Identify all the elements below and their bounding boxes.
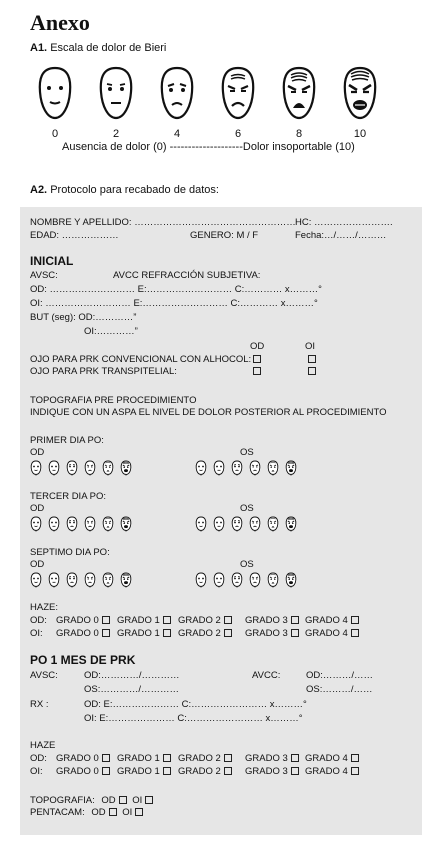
haze-oi-grade-1[interactable]: [117, 628, 174, 639]
day1-os-label: OS: [240, 447, 254, 458]
haze-od-label: OD:: [30, 615, 47, 626]
haze-od-grade-4[interactable]: [305, 615, 362, 626]
haze-oi-grade-3[interactable]: [245, 628, 302, 639]
pain-face-2-icon[interactable]: [231, 460, 243, 476]
pain-face-2-icon[interactable]: [231, 572, 243, 588]
section-a2-text: Protocolo para recabado de datos:: [50, 184, 219, 196]
pain-face-4-icon[interactable]: [267, 516, 279, 532]
grade-checkbox[interactable]: [351, 754, 359, 762]
od-refraction-field[interactable]: OD: ……………………… E:……………………… C:………… x………°: [30, 284, 322, 295]
section-a1-text: Escala de dolor de Bieri: [50, 42, 167, 54]
haze2-oi-grade-2[interactable]: [178, 766, 235, 777]
haze2-oi-label: OI:: [30, 766, 43, 777]
haze-oi-grade-4[interactable]: [305, 628, 362, 639]
bieri-faces-scale: [30, 64, 390, 144]
grade-checkbox[interactable]: [291, 616, 299, 624]
haze-oi-label: OI:: [30, 628, 43, 639]
pain-face-0-icon[interactable]: [195, 572, 207, 588]
rx-od-field[interactable]: OD: E:………………… C:…………………… x………°: [84, 699, 307, 710]
avcc-po1-label: AVCC:: [252, 670, 281, 681]
pain-face-5-icon[interactable]: [120, 516, 132, 532]
grade-checkbox[interactable]: [163, 767, 171, 775]
pain-face-3-icon[interactable]: [249, 572, 261, 588]
day7-label: SEPTIMO DIA PO:: [30, 547, 110, 558]
haze2-od-grade-3[interactable]: [245, 753, 302, 764]
pain-face-4-icon[interactable]: [267, 460, 279, 476]
haze-label: HAZE:: [30, 602, 58, 613]
pain-face-2-icon[interactable]: [66, 516, 78, 532]
haze2-oi-grade-3[interactable]: [245, 766, 302, 777]
haze2-oi-grade-0[interactable]: [56, 766, 113, 777]
bieri-number: 6: [234, 128, 242, 140]
rx-label: RX :: [30, 699, 49, 710]
topography-oi-checkbox[interactable]: [145, 796, 153, 804]
grade-label: GRADO 1: [117, 628, 160, 639]
avsc-po1-label: AVSC:: [30, 670, 58, 681]
prk-transepithelial-oi-checkbox[interactable]: [308, 367, 316, 375]
bieri-number: 2: [112, 128, 120, 140]
grade-label: GRADO 4: [305, 615, 348, 626]
pain-face-5-icon[interactable]: [285, 516, 297, 532]
pain-face-1-icon[interactable]: [213, 516, 225, 532]
column-od-header: OD: [250, 341, 265, 352]
pain-scale-caption: Ausencia de dolor (0) --------------------Dolor insoportable (10): [62, 141, 355, 153]
section-po1-title: PO 1 MES DE PRK: [30, 653, 136, 667]
haze2-od-grade-0[interactable]: [56, 753, 113, 764]
haze2-oi-grade-1[interactable]: [117, 766, 174, 777]
day3-os-label: OS: [240, 503, 254, 514]
topography-od-checkbox[interactable]: [119, 796, 127, 804]
bieri-face-icon: [36, 64, 74, 122]
grade-label: GRADO 2: [178, 628, 221, 639]
haze-od-grade-2[interactable]: [178, 615, 235, 626]
gender-field[interactable]: GENERO: M / F: [190, 230, 259, 241]
pain-face-0-icon[interactable]: [30, 460, 42, 476]
grade-label: GRADO 4: [305, 628, 348, 639]
day3-od-face-row[interactable]: [30, 516, 160, 534]
bieri-number: 0: [51, 128, 59, 140]
grade-label: GRADO 1: [117, 615, 160, 626]
prk-transepithelial-od-checkbox[interactable]: [253, 367, 261, 375]
haze2-oi-grade-4[interactable]: [305, 766, 362, 777]
bieri-face-icon: [158, 64, 196, 122]
day1-os-face-row[interactable]: [195, 460, 325, 478]
pain-face-1-icon[interactable]: [213, 460, 225, 476]
pain-face-1-icon[interactable]: [48, 572, 60, 588]
prk-transepithelial-label: OJO PARA PRK TRANSPITELIAL:: [30, 366, 177, 377]
rx-oi-field[interactable]: OI: E:………………… C:…………………… x………°: [84, 713, 303, 724]
pain-face-3-icon[interactable]: [84, 516, 96, 532]
haze-od-grade-3[interactable]: [245, 615, 302, 626]
grade-checkbox[interactable]: [291, 629, 299, 637]
grade-label: GRADO 3: [245, 766, 288, 777]
grade-label: GRADO 1: [117, 766, 160, 777]
pain-face-0-icon[interactable]: [195, 460, 207, 476]
annex-title: Anexo: [30, 10, 90, 35]
grade-label: GRADO 3: [245, 753, 288, 764]
pain-face-1-icon[interactable]: [213, 572, 225, 588]
avsc-label: AVSC:: [30, 270, 58, 281]
haze-od-grade-0[interactable]: [56, 615, 113, 626]
grade-checkbox[interactable]: [102, 629, 110, 637]
grade-label: GRADO 1: [117, 753, 160, 764]
pain-face-4-icon[interactable]: [102, 572, 114, 588]
grade-checkbox[interactable]: [163, 629, 171, 637]
haze-oi-grade-2[interactable]: [178, 628, 235, 639]
topography-label: TOPOGRAFIA: OD OI: [30, 795, 156, 806]
grade-checkbox[interactable]: [163, 616, 171, 624]
pain-instruction: INDIQUE CON UN ASPA EL NIVEL DE DOLOR POSTERIOR AL PROCEDIMIENTO: [30, 407, 387, 418]
haze2-od-grade-2[interactable]: [178, 753, 235, 764]
pain-face-2-icon[interactable]: [66, 572, 78, 588]
pain-face-0-icon[interactable]: [30, 516, 42, 532]
grade-label: GRADO 0: [56, 615, 99, 626]
grade-label: GRADO 0: [56, 753, 99, 764]
haze-od-grade-1[interactable]: [117, 615, 174, 626]
grade-checkbox[interactable]: [102, 767, 110, 775]
pain-face-5-icon[interactable]: [120, 460, 132, 476]
grade-checkbox[interactable]: [102, 754, 110, 762]
pain-face-1-icon[interactable]: [48, 516, 60, 532]
bieri-face-icon: [97, 64, 135, 122]
pain-face-3-icon[interactable]: [84, 572, 96, 588]
bieri-face-icon: [341, 64, 379, 122]
bieri-face-icon: [280, 64, 318, 122]
avsc-po1-od-field[interactable]: OD:…………/…………: [84, 670, 180, 681]
grade-label: GRADO 0: [56, 766, 99, 777]
grade-label: GRADO 0: [56, 628, 99, 639]
avcc-po1-os-field[interactable]: OS:………/……: [306, 684, 373, 695]
day7-od-label: OD: [30, 559, 45, 570]
grade-checkbox[interactable]: [102, 616, 110, 624]
haze2-od-label: OD:: [30, 753, 47, 764]
pain-face-3-icon[interactable]: [84, 460, 96, 476]
pain-face-4-icon[interactable]: [267, 572, 279, 588]
prk-conventional-od-checkbox[interactable]: [253, 355, 261, 363]
pentacam-oi-checkbox[interactable]: [135, 808, 143, 816]
grade-checkbox[interactable]: [224, 629, 232, 637]
name-field[interactable]: NOMBRE Y APELLIDO: ……………………………………………: [30, 217, 296, 228]
section-a1-heading: [30, 42, 166, 54]
grade-label: GRADO 2: [178, 753, 221, 764]
haze2-od-grade-1[interactable]: [117, 753, 174, 764]
grade-label: GRADO 3: [245, 615, 288, 626]
pain-face-2-icon[interactable]: [231, 516, 243, 532]
section-inicial-title: INICIAL: [30, 254, 74, 268]
oi-refraction-field[interactable]: OI: ……………………… E:……………………… C:………… x………°: [30, 298, 318, 309]
pentacam-od-checkbox[interactable]: [109, 808, 117, 816]
grade-checkbox[interactable]: [224, 754, 232, 762]
date-field[interactable]: Fecha:…/……/………: [295, 230, 387, 241]
pain-face-5-icon[interactable]: [120, 572, 132, 588]
haze-oi-grade-0[interactable]: [56, 628, 113, 639]
day1-od-face-row[interactable]: [30, 460, 160, 478]
pain-face-1-icon[interactable]: [48, 460, 60, 476]
day1-label: PRIMER DIA PO:: [30, 435, 104, 446]
day3-label: TERCER DIA PO:: [30, 491, 107, 502]
section-a1-number: A1.: [30, 42, 48, 54]
grade-label: GRADO 3: [245, 628, 288, 639]
grade-checkbox[interactable]: [224, 616, 232, 624]
day7-od-face-row[interactable]: [30, 572, 160, 590]
bieri-number: 8: [295, 128, 303, 140]
pain-face-0-icon[interactable]: [195, 516, 207, 532]
grade-checkbox[interactable]: [351, 616, 359, 624]
but-od-field[interactable]: BUT (seg): OD:…………”: [30, 312, 137, 323]
haze2-label: HAZE: [30, 740, 56, 751]
topography-pre-label: TOPOGRAFIA PRE PROCEDIMIENTO: [30, 395, 197, 406]
bieri-face-icon: [219, 64, 257, 122]
haze2-od-grade-4[interactable]: [305, 753, 362, 764]
pain-face-4-icon[interactable]: [102, 460, 114, 476]
grade-label: GRADO 4: [305, 753, 348, 764]
pain-face-5-icon[interactable]: [285, 460, 297, 476]
grade-label: GRADO 4: [305, 766, 348, 777]
avsc-po1-os-field[interactable]: OS:…………/…………: [84, 684, 180, 695]
day3-os-face-row[interactable]: [195, 516, 325, 534]
grade-checkbox[interactable]: [351, 629, 359, 637]
pain-face-3-icon[interactable]: [249, 460, 261, 476]
day7-os-face-row[interactable]: [195, 572, 325, 590]
section-a2-number: A2.: [30, 184, 48, 196]
avcc-refraction-label: AVCC REFRACCIÓN SUBJETIVA:: [113, 270, 261, 281]
prk-conventional-label: OJO PARA PRK CONVENCIONAL CON ALHOCOL:: [30, 354, 252, 365]
grade-checkbox[interactable]: [291, 754, 299, 762]
pain-face-0-icon[interactable]: [30, 572, 42, 588]
age-field[interactable]: EDAD: ………………: [30, 230, 119, 241]
grade-checkbox[interactable]: [351, 767, 359, 775]
day7-os-label: OS: [240, 559, 254, 570]
pain-face-5-icon[interactable]: [285, 572, 297, 588]
grade-label: GRADO 2: [178, 615, 221, 626]
hc-field[interactable]: HC: …………………….: [295, 217, 393, 228]
section-a2-heading: [30, 184, 219, 196]
grade-checkbox[interactable]: [163, 754, 171, 762]
grade-checkbox[interactable]: [224, 767, 232, 775]
avcc-po1-od-field[interactable]: OD:………/……: [306, 670, 374, 681]
day1-od-label: OD: [30, 447, 45, 458]
data-collection-form: [20, 207, 422, 835]
bieri-number: 10: [353, 128, 367, 140]
column-oi-header: OI: [305, 341, 316, 352]
prk-conventional-oi-checkbox[interactable]: [308, 355, 316, 363]
grade-label: GRADO 2: [178, 766, 221, 777]
pain-face-3-icon[interactable]: [249, 516, 261, 532]
pentacam-label: PENTACAM: OD OI: [30, 807, 146, 818]
bieri-number: 4: [173, 128, 181, 140]
grade-checkbox[interactable]: [291, 767, 299, 775]
but-oi-field[interactable]: OI:…………”: [84, 326, 138, 337]
pain-face-4-icon[interactable]: [102, 516, 114, 532]
day3-od-label: OD: [30, 503, 45, 514]
pain-face-2-icon[interactable]: [66, 460, 78, 476]
